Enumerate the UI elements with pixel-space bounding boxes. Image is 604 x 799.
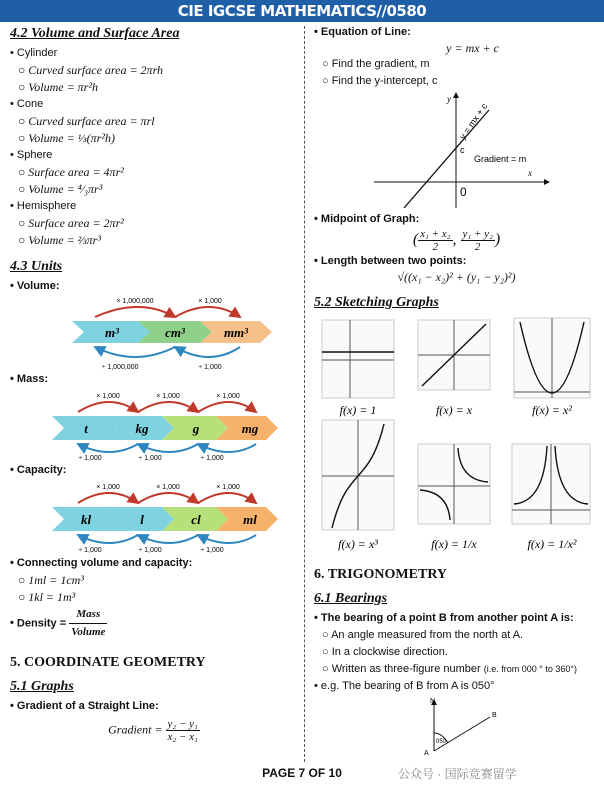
bearing-definition: • The bearing of a point B from another point A is: [314, 610, 599, 627]
cap-div-1: ÷ 1,000 [78, 547, 102, 554]
bearing-B: B [492, 712, 497, 719]
section-4-3-title: 4.3 Units [10, 259, 63, 274]
line-diagram [314, 90, 599, 208]
gradient-lhs: Gradient = [108, 722, 163, 737]
graph-inverse-square [512, 444, 590, 524]
graph-reciprocal [418, 444, 490, 524]
hemisphere-volume: ○ Volume = ⅔πr³ [10, 232, 298, 249]
vol-mult-arrow-1 [95, 307, 175, 317]
cap-div-3: ÷ 1,000 [200, 547, 224, 554]
length-formula: √((x₁ − x₂)² + (y₁ − y₂)²) [397, 270, 516, 284]
bearing-A: A [424, 750, 429, 757]
cap-div-2: ÷ 1,000 [138, 547, 162, 554]
graph-label-6: f(x) = 1/x² [527, 537, 577, 551]
gradient-heading: • Gradient of a Straight Line: [10, 698, 298, 715]
cap-unit-2: l [140, 512, 144, 527]
cone-volume: ○ Volume = ⅓(πr²h) [10, 130, 298, 147]
cylinder-csa: ○ Curved surface area = 2πrh [10, 62, 298, 79]
eq-line-heading: • Equation of Line: [314, 24, 599, 41]
gradient-fraction: $\frac{\text{y₂ − y₁}}{\text{x₂ − x₁}}$ [167, 718, 198, 743]
mass-unit-1: t [84, 421, 88, 436]
vol-unit-3: mm³ [223, 325, 249, 340]
capacity-chain-diagram [10, 479, 298, 555]
bearing-N: N [430, 698, 436, 705]
capacity-chain [10, 479, 298, 555]
diag-line-label: y = mx + c [457, 101, 490, 142]
graph-constant [322, 320, 394, 398]
sphere-volume: ○ Volume = ⁴⁄₃πr³ [10, 181, 298, 198]
gradient-formula [10, 718, 298, 743]
vol-mult-label-2: × 1,000 [198, 298, 222, 305]
sphere-heading: • Sphere [10, 147, 298, 164]
mass-mult-1: × 1,000 [96, 393, 120, 400]
section-4-2-title: 4.2 Volume and Surface Area [10, 26, 180, 41]
midpoint-heading: • Midpoint of Graph: [314, 211, 599, 228]
mass-unit-2: kg [135, 421, 149, 436]
sketch-graphs [314, 314, 599, 564]
right-column [314, 24, 599, 760]
mass-chain-diagram [10, 388, 298, 462]
vol-div-label-2: ÷ 1,000 [198, 364, 222, 371]
section-5-1-title: 5.1 Graphs [10, 679, 74, 694]
header-title: CIE IGCSE MATHEMATICS//0580 [177, 2, 427, 20]
midpoint-formula: ( $\frac{\text{x₁ + x₂}}{2}$ , $\frac{\text{y₁ + y₂}}{2}$ ) [412, 228, 501, 253]
connecting-2: ○ 1kl = 1m³ [10, 589, 298, 606]
cone-heading: • Cone [10, 96, 298, 113]
vol-div-arrow-2 [175, 347, 240, 357]
column-divider [304, 26, 305, 762]
diag-c-label: c [460, 145, 465, 155]
cap-unit-4: ml [243, 512, 257, 527]
graph-label-1: f(x) = 1 [339, 403, 377, 417]
graph-cubic [322, 420, 394, 530]
vol-unit-2: cm³ [165, 325, 185, 340]
vol-div-label-1: ÷ 1,000,000 [101, 364, 139, 371]
diag-origin-label: 0 [460, 185, 467, 199]
connecting-heading: • Connecting volume and capacity: [10, 555, 298, 572]
left-column [10, 24, 298, 743]
graph-quadratic [514, 318, 590, 398]
cylinder-heading: • Cylinder [10, 45, 298, 62]
volume-heading: • Volume: [10, 278, 298, 295]
mass-div-2: ÷ 1,000 [138, 455, 162, 462]
graph-label-5: f(x) = 1/x [431, 537, 477, 551]
mass-div-1: ÷ 1,000 [78, 455, 102, 462]
eq-line-formula: y = mx + c [446, 41, 499, 55]
mass-chain [10, 388, 298, 462]
mass-div-3: ÷ 1,000 [200, 455, 224, 462]
cylinder-volume: ○ Volume = πr²h [10, 79, 298, 96]
cap-unit-3: cl [191, 512, 201, 527]
cone-csa: ○ Curved surface area = πrl [10, 113, 298, 130]
cap-mult-2: × 1,000 [156, 484, 180, 491]
find-gradient: ○ Find the gradient, m [314, 56, 599, 73]
cap-unit-1: kl [80, 512, 92, 527]
bearing-point-2: ○ In a clockwise direction. [314, 644, 599, 661]
density-label: Density = [16, 617, 67, 630]
sphere-sa: ○ Surface area = 4πr² [10, 164, 298, 181]
mass-unit-3: g [192, 421, 200, 436]
connecting-1: ○ 1ml = 1cm³ [10, 572, 298, 589]
find-intercept: ○ Find the y-intercept, c [314, 73, 599, 90]
cap-mult-1: × 1,000 [96, 484, 120, 491]
length-heading: • Length between two points: [314, 253, 599, 270]
bearing-point-3: ○ Written as three-figure number (i.e. from 000 ° to 360°) [314, 661, 599, 678]
volume-chain [10, 295, 298, 371]
graph-label-3: f(x) = x² [532, 403, 572, 417]
diag-y-label: y [447, 94, 451, 104]
section-6-1-title: 6.1 Bearings [314, 591, 388, 606]
hemisphere-heading: • Hemisphere [10, 198, 298, 215]
chapter-6-title: 6. TRIGONOMETRY [314, 567, 448, 582]
cap-mult-3: × 1,000 [216, 484, 240, 491]
graph-linear [418, 320, 490, 390]
diag-x-label: x [528, 168, 532, 178]
section-5-2-title: 5.2 Sketching Graphs [314, 295, 439, 310]
vol-mult-label-1: × 1,000,000 [116, 298, 154, 305]
graph-label-4: f(x) = x³ [338, 537, 378, 551]
watermark: 公众号 · 国际竞赛留学 [398, 767, 517, 781]
vol-div-arrow-1 [95, 347, 175, 357]
capacity-heading: • Capacity: [10, 462, 298, 479]
vol-mult-arrow-2 [175, 307, 240, 317]
diag-gradient-label: Gradient = m [474, 154, 527, 164]
mass-unit-4: mg [241, 421, 259, 436]
hemisphere-sa: ○ Surface area = 2πr² [10, 215, 298, 232]
bearing-diagram [314, 695, 599, 757]
volume-chain-diagram [10, 295, 298, 371]
mass-heading: • Mass: [10, 371, 298, 388]
vol-unit-1: m³ [104, 325, 120, 340]
mass-mult-2: × 1,000 [156, 393, 180, 400]
page-header [0, 0, 604, 22]
bearing-point-1: ○ An angle measured from the north at A. [314, 627, 599, 644]
density-row [10, 606, 298, 641]
graph-label-2: f(x) = x [435, 403, 473, 417]
page-number: PAGE 7 OF 10 [262, 766, 342, 780]
mass-mult-3: × 1,000 [216, 393, 240, 400]
bearing-angle: 050 [436, 739, 447, 745]
bearing-example: • e.g. The bearing of B from A is 050° [314, 678, 599, 695]
density-fraction: $\frac{\text{Mass}}{\text{Volume}}$ [71, 608, 106, 638]
chapter-5-title: 5. COORDINATE GEOMETRY [10, 655, 206, 670]
